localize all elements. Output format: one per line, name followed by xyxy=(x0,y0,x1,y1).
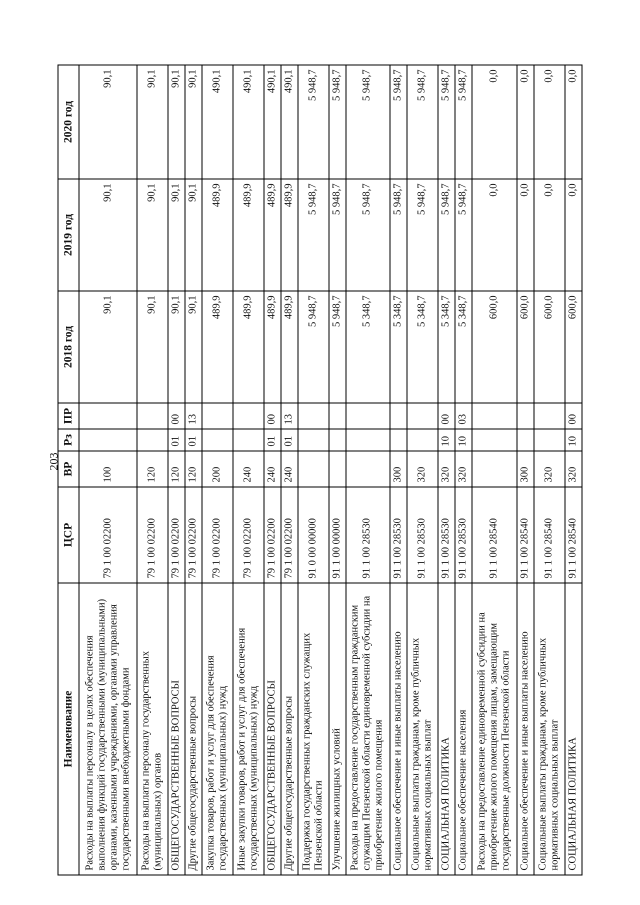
cell-pr xyxy=(407,403,438,429)
cell-pr xyxy=(517,403,534,429)
cell-y2020: 5 948,7 xyxy=(438,65,455,179)
cell-csr: 79 1 00 02200 xyxy=(137,487,168,583)
table-row xyxy=(168,65,185,875)
cell-pr xyxy=(298,403,329,429)
cell-csr: 91 1 00 28540 xyxy=(534,487,565,583)
table-row xyxy=(407,65,438,875)
cell-name: ОБЩЕГОСУДАРСТВЕННЫЕ ВОПРОСЫ xyxy=(168,583,185,875)
cell-y2019: 5 948,7 xyxy=(407,179,438,291)
cell-name: ОБЩЕГОСУДАРСТВЕННЫЕ ВОПРОСЫ xyxy=(264,583,281,875)
cell-name: Социальное обеспечение и иные выплаты населению xyxy=(390,583,407,875)
cell-y2020: 0,0 xyxy=(517,65,534,179)
cell-y2018: 5 348,7 xyxy=(346,291,390,403)
cell-rz: 10 xyxy=(438,429,455,451)
cell-y2019: 489,9 xyxy=(264,179,281,291)
header-2019: 2019 год xyxy=(58,179,79,291)
header-pr: ПР xyxy=(58,403,79,429)
cell-pr: 13 xyxy=(281,403,298,429)
cell-rz: 01 xyxy=(168,429,185,451)
budget-table xyxy=(58,65,583,876)
table-row xyxy=(517,65,534,875)
cell-pr xyxy=(534,403,565,429)
cell-vr: 320 xyxy=(438,451,455,487)
cell-name: Другие общегосударственные вопросы xyxy=(281,583,298,875)
cell-y2020: 90,1 xyxy=(137,65,168,179)
cell-rz xyxy=(472,429,516,451)
table-row xyxy=(565,65,582,875)
cell-y2018: 600,0 xyxy=(565,291,582,403)
cell-y2019: 90,1 xyxy=(168,179,185,291)
cell-y2019: 5 948,7 xyxy=(390,179,407,291)
header-2020: 2020 год xyxy=(58,65,79,179)
cell-y2018: 5 948,7 xyxy=(329,291,346,403)
rotated-budget-table-wrapper xyxy=(58,66,583,876)
table-header-row xyxy=(58,65,79,875)
cell-name: Расходы на выплаты персоналу государственных (муниципальных) органов xyxy=(137,583,168,875)
cell-y2019: 5 948,7 xyxy=(298,179,329,291)
cell-vr xyxy=(472,451,516,487)
cell-rz: 01 xyxy=(281,429,298,451)
cell-vr: 320 xyxy=(565,451,582,487)
cell-vr: 120 xyxy=(185,451,202,487)
table-row xyxy=(390,65,407,875)
cell-y2018: 600,0 xyxy=(534,291,565,403)
cell-name: СОЦИАЛЬНАЯ ПОЛИТИКА xyxy=(565,583,582,875)
cell-pr xyxy=(79,403,137,429)
cell-y2020: 0,0 xyxy=(565,65,582,179)
cell-name: Расходы на предоставление государственным гражданским служащим Пензенской области единовременной субсидии на приобретение жилого помещения xyxy=(346,583,390,875)
cell-name: Социальное обеспечение и иные выплаты населению xyxy=(517,583,534,875)
cell-y2020: 5 948,7 xyxy=(346,65,390,179)
cell-vr: 320 xyxy=(534,451,565,487)
cell-name: Социальные выплаты гражданам, кроме публичных нормативных социальных выплат xyxy=(407,583,438,875)
cell-y2019: 0,0 xyxy=(517,179,534,291)
cell-y2019: 90,1 xyxy=(79,179,137,291)
cell-y2018: 600,0 xyxy=(472,291,516,403)
cell-csr: 79 1 00 02200 xyxy=(281,487,298,583)
cell-y2018: 5 348,7 xyxy=(438,291,455,403)
table-row xyxy=(264,65,281,875)
cell-name: Улучшение жилищных условий xyxy=(329,583,346,875)
cell-rz: 10 xyxy=(565,429,582,451)
cell-rz: 10 xyxy=(455,429,472,451)
cell-vr: 240 xyxy=(233,451,264,487)
header-csr: ЦСР xyxy=(58,487,79,583)
cell-rz xyxy=(517,429,534,451)
cell-vr: 120 xyxy=(168,451,185,487)
cell-y2020: 90,1 xyxy=(79,65,137,179)
cell-y2018: 489,9 xyxy=(202,291,233,403)
cell-pr: 13 xyxy=(185,403,202,429)
cell-y2020: 5 948,7 xyxy=(298,65,329,179)
cell-y2020: 0,0 xyxy=(472,65,516,179)
cell-name: Социальное обеспечение населения xyxy=(455,583,472,875)
cell-vr: 200 xyxy=(202,451,233,487)
cell-csr: 79 1 00 02200 xyxy=(185,487,202,583)
cell-csr: 91 1 00 28540 xyxy=(565,487,582,583)
header-2018: 2018 год xyxy=(58,291,79,403)
cell-y2020: 490,1 xyxy=(281,65,298,179)
table-row xyxy=(455,65,472,875)
cell-y2018: 489,9 xyxy=(264,291,281,403)
table-row xyxy=(202,65,233,875)
cell-y2020: 90,1 xyxy=(168,65,185,179)
table-row xyxy=(233,65,264,875)
cell-vr: 300 xyxy=(517,451,534,487)
cell-y2020: 0,0 xyxy=(534,65,565,179)
table-row xyxy=(298,65,329,875)
cell-vr: 100 xyxy=(79,451,137,487)
cell-pr xyxy=(346,403,390,429)
cell-pr xyxy=(137,403,168,429)
cell-y2018: 5 348,7 xyxy=(455,291,472,403)
cell-y2020: 5 948,7 xyxy=(329,65,346,179)
cell-y2020: 490,1 xyxy=(202,65,233,179)
cell-name: Иные закупки товаров, работ и услуг для обеспечения государственных (муниципальных) нужд xyxy=(233,583,264,875)
cell-pr xyxy=(390,403,407,429)
cell-vr: 320 xyxy=(407,451,438,487)
cell-name: Социальные выплаты гражданам, кроме публичных нормативных социальных выплат xyxy=(534,583,565,875)
cell-name: Поддержка государственных гражданских служащих Пензенской области xyxy=(298,583,329,875)
cell-y2018: 600,0 xyxy=(517,291,534,403)
cell-rz xyxy=(329,429,346,451)
cell-name: СОЦИАЛЬНАЯ ПОЛИТИКА xyxy=(438,583,455,875)
cell-vr: 240 xyxy=(264,451,281,487)
cell-rz: 01 xyxy=(185,429,202,451)
cell-rz xyxy=(390,429,407,451)
cell-vr: 320 xyxy=(455,451,472,487)
cell-csr: 91 1 00 28540 xyxy=(472,487,516,583)
cell-y2020: 490,1 xyxy=(233,65,264,179)
cell-csr: 91 1 00 28540 xyxy=(517,487,534,583)
cell-rz xyxy=(202,429,233,451)
cell-y2018: 90,1 xyxy=(168,291,185,403)
table-row xyxy=(79,65,137,875)
cell-csr: 79 1 00 02200 xyxy=(233,487,264,583)
table-body xyxy=(79,65,582,875)
cell-y2019: 5 948,7 xyxy=(438,179,455,291)
cell-csr: 91 1 00 28530 xyxy=(455,487,472,583)
cell-pr xyxy=(472,403,516,429)
cell-y2019: 90,1 xyxy=(185,179,202,291)
cell-csr: 91 0 00 00000 xyxy=(298,487,329,583)
table-row xyxy=(534,65,565,875)
cell-vr xyxy=(329,451,346,487)
cell-vr xyxy=(346,451,390,487)
cell-pr: 00 xyxy=(264,403,281,429)
cell-y2020: 490,1 xyxy=(264,65,281,179)
cell-rz xyxy=(233,429,264,451)
cell-pr: 00 xyxy=(565,403,582,429)
cell-name: Расходы на выплаты персоналу в целях обеспечения выполнения функций государственными (муниципальными) органами, казенными учреждениями, органами управления государственными внебюджетными фондами xyxy=(79,583,137,875)
table-row xyxy=(137,65,168,875)
cell-y2018: 90,1 xyxy=(185,291,202,403)
cell-rz xyxy=(298,429,329,451)
cell-rz xyxy=(79,429,137,451)
cell-rz xyxy=(407,429,438,451)
header-name: Наименование xyxy=(58,583,79,875)
cell-y2020: 90,1 xyxy=(185,65,202,179)
table-row xyxy=(329,65,346,875)
cell-csr: 79 1 00 02200 xyxy=(264,487,281,583)
cell-y2018: 90,1 xyxy=(79,291,137,403)
table-row xyxy=(185,65,202,875)
cell-y2018: 5 948,7 xyxy=(298,291,329,403)
cell-pr xyxy=(202,403,233,429)
cell-vr: 300 xyxy=(390,451,407,487)
cell-y2018: 5 348,7 xyxy=(390,291,407,403)
cell-name: Другие общегосударственные вопросы xyxy=(185,583,202,875)
cell-y2019: 489,9 xyxy=(281,179,298,291)
table-row xyxy=(472,65,516,875)
cell-rz: 01 xyxy=(264,429,281,451)
cell-rz xyxy=(346,429,390,451)
cell-rz xyxy=(137,429,168,451)
cell-pr xyxy=(329,403,346,429)
cell-csr: 79 1 00 02200 xyxy=(202,487,233,583)
cell-pr: 00 xyxy=(438,403,455,429)
table-row xyxy=(281,65,298,875)
cell-vr: 240 xyxy=(281,451,298,487)
cell-rz xyxy=(534,429,565,451)
cell-vr: 120 xyxy=(137,451,168,487)
cell-csr: 91 1 00 28530 xyxy=(390,487,407,583)
cell-y2018: 90,1 xyxy=(137,291,168,403)
table-row xyxy=(438,65,455,875)
cell-csr: 79 1 00 02200 xyxy=(79,487,137,583)
cell-y2019: 489,9 xyxy=(233,179,264,291)
cell-csr: 91 1 00 28530 xyxy=(407,487,438,583)
cell-y2020: 5 948,7 xyxy=(455,65,472,179)
cell-y2019: 0,0 xyxy=(472,179,516,291)
cell-csr: 91 1 00 00000 xyxy=(329,487,346,583)
cell-csr: 91 1 00 28530 xyxy=(346,487,390,583)
cell-y2020: 5 948,7 xyxy=(407,65,438,179)
header-vr: ВР xyxy=(58,451,79,487)
cell-pr: 00 xyxy=(168,403,185,429)
cell-y2019: 489,9 xyxy=(202,179,233,291)
cell-y2018: 489,9 xyxy=(281,291,298,403)
cell-y2020: 5 948,7 xyxy=(390,65,407,179)
cell-y2019: 0,0 xyxy=(565,179,582,291)
cell-name: Закупка товаров, работ и услуг для обеспечения государственных (муниципальных) нужд xyxy=(202,583,233,875)
cell-y2019: 5 948,7 xyxy=(329,179,346,291)
cell-pr: 03 xyxy=(455,403,472,429)
cell-y2019: 5 948,7 xyxy=(346,179,390,291)
cell-name: Расходы на предоставление единовременной субсидии на приобретение жилого помещения лицам, замещающим государственные должности Пензенской области xyxy=(472,583,516,875)
cell-csr: 91 1 00 28530 xyxy=(438,487,455,583)
cell-y2019: 90,1 xyxy=(137,179,168,291)
page-number: 203 xyxy=(46,452,61,471)
header-rz: Рз xyxy=(58,429,79,451)
cell-y2019: 5 948,7 xyxy=(455,179,472,291)
cell-y2018: 5 348,7 xyxy=(407,291,438,403)
cell-y2018: 489,9 xyxy=(233,291,264,403)
cell-vr xyxy=(298,451,329,487)
cell-pr xyxy=(233,403,264,429)
table-row xyxy=(346,65,390,875)
cell-y2019: 0,0 xyxy=(534,179,565,291)
cell-csr: 79 1 00 02200 xyxy=(168,487,185,583)
